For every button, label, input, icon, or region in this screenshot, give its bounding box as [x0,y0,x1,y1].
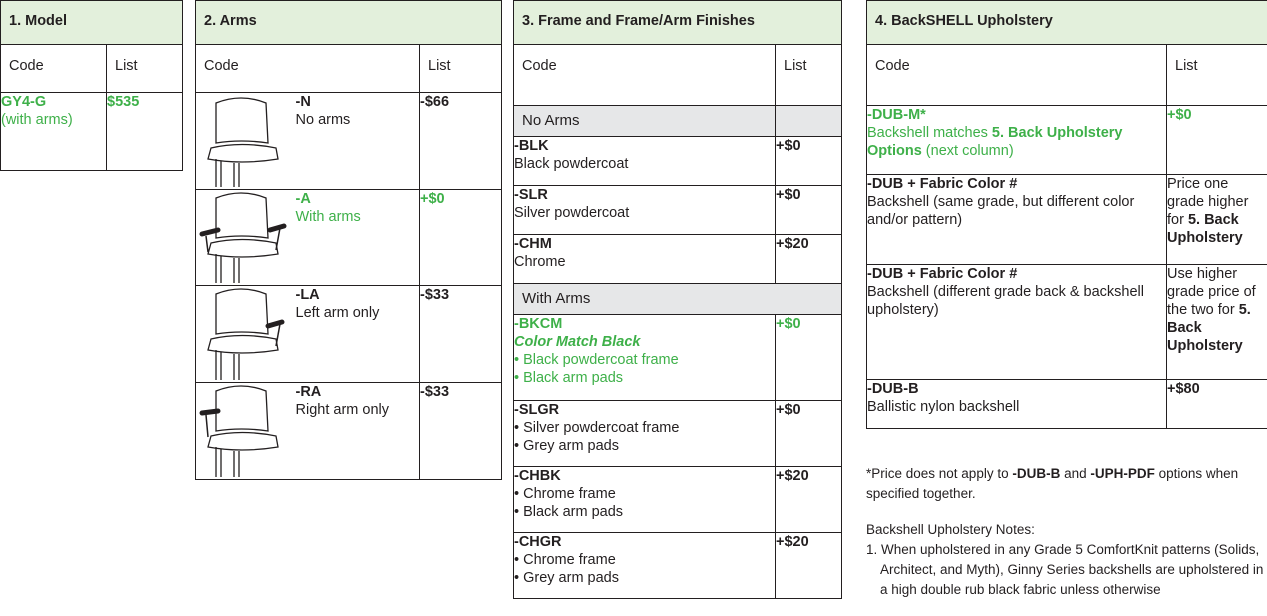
backshell-row-dub-m [867,106,1167,175]
backshell-price-dub-b: +$80 [1167,380,1267,429]
model-table [0,0,183,171]
chair-right-arm-image [196,383,296,480]
frame-code-chbk: -CHBK [514,468,561,484]
arms-title: 2. Arms [196,1,502,45]
frame-line1-bkcm: • Black powdercoat frame [514,352,679,368]
frame-line2-slgr: • Grey arm pads [514,438,619,454]
backshell-price-note-diff: Use higher grade price of the two for [1167,266,1256,318]
frame-title: 3. Frame and Frame/Arm Finishes [514,1,842,45]
frame-code-blk: -BLK [514,138,549,154]
arms-code-ra: -RA [295,384,322,400]
arms-code-la: -LA [295,287,320,303]
backshell-price-dub-fabric-diff [1167,265,1267,380]
frame-code-chm: -CHM [514,236,552,252]
backshell-desc-dub-m: Backshell matches [867,125,992,141]
model-code-note: (with arms) [1,112,73,128]
chair-right-arm-icon [196,383,294,479]
backshell-title: 4. BackSHELL Upholstery [867,1,1267,45]
frame-line2-chbk: • Black arm pads [514,504,624,520]
frame-code-bkcm: -BKCM [514,316,563,332]
frame-price-chbk: +$20 [776,467,842,533]
model-title: 1. Model [1,1,183,45]
frame-table [513,0,842,599]
frame-line1-chgr: • Chrome frame [514,552,616,568]
backshell-table [866,0,1267,429]
frame-list-header: List [776,45,842,106]
backshell-code-dub-m: -DUB-M* [867,107,926,123]
frame-code-header: Code [514,45,776,106]
backshell-row-dub-fabric-same [867,175,1167,265]
frame-line1-chbk: • Chrome frame [514,486,616,502]
frame-line2-bkcm: • Black arm pads [514,370,624,386]
frame-code-slgr: -SLGR [514,402,560,418]
model-list-header: List [107,45,183,93]
model-code-header: Code [1,45,107,93]
frame-desc-chm: Chrome [514,254,566,270]
backshell-price-dub-fabric-same [1167,175,1267,265]
backshell-row-dub-fabric-diff [867,265,1167,380]
frame-code-slr: -SLR [514,187,548,203]
frame-price-bkcm: +$0 [776,315,842,401]
frame-row-blk [514,137,776,186]
arms-code-n: -N [295,94,311,110]
arms-price-la: -$33 [420,286,502,383]
model-price: $535 [107,93,183,171]
backshell-row-dub-b [867,380,1167,429]
arms-desc-a: With arms [295,209,361,225]
arms-code-header: Code [196,45,420,93]
chair-with-arms-image [196,190,296,286]
arms-price-n: -$66 [420,93,502,190]
arms-price-a: +$0 [420,190,502,286]
arms-row-a [296,190,420,286]
backshell-desc-dub-fabric-diff: Backshell (different grade back & backshell upholstery) [867,284,1144,318]
frame-row-slr [514,186,776,235]
backshell-notes [866,464,1266,600]
frame-line2-chgr: • Grey arm pads [514,570,619,586]
frame-row-chbk [514,467,776,533]
arms-list-header: List [420,45,502,93]
chair-no-arms-icon [196,93,294,189]
frame-row-bkcm [514,315,776,401]
frame-desc-blk: Black powdercoat [514,156,629,172]
frame-row-chm [514,235,776,284]
frame-line1-slgr: • Silver powdercoat frame [514,420,680,436]
backshell-code-dub-fabric-diff: -DUB + Fabric Color # [867,266,1018,282]
frame-price-slgr: +$0 [776,401,842,467]
chair-no-arms-image [196,93,296,190]
arms-desc-n: No arms [295,112,351,128]
arms-row-la [296,286,420,383]
arms-desc-ra: Right arm only [295,402,389,418]
arms-row-n [296,93,420,190]
frame-section-no-arms: No Arms [514,106,776,137]
frame-section-with-arms: With Arms [514,284,842,315]
arms-row-ra [296,383,420,480]
backshell-desc-dub-fabric-same: Backshell (same grade, but different color and/or pattern) [867,194,1135,228]
arms-table [195,0,502,480]
backshell-price-note-same: Price one grade higher for [1167,176,1249,228]
frame-price-slr: +$0 [776,186,842,235]
backshell-footnote: *Price does not apply to -DUB-B and -UPH-PDF options when specified together. [866,466,1239,501]
frame-row-slgr [514,401,776,467]
frame-subtitle-bkcm: Color Match Black [514,334,641,350]
chair-with-arms-icon [196,190,294,285]
arms-price-ra: -$33 [420,383,502,480]
backshell-notes-title: Backshell Upholstery Notes: [866,522,1035,537]
frame-price-chgr: +$20 [776,533,842,599]
backshell-code-header: Code [867,45,1167,106]
backshell-desc-dub-b: Ballistic nylon backshell [867,399,1020,415]
frame-row-chgr [514,533,776,599]
backshell-code-dub-b: -DUB-B [867,381,919,397]
model-code-cell [1,93,107,171]
backshell-note-1: 1. When upholstered in any Grade 5 ComfortKnit patterns (Solids, Architect, and Myth), Ginny Series backshells are upholstered in a high double rub black fabric unless otherwise [866,542,1264,597]
arms-desc-la: Left arm only [295,305,380,321]
chair-left-arm-icon [196,286,294,382]
frame-price-chm: +$20 [776,235,842,284]
frame-price-blk: +$0 [776,137,842,186]
frame-desc-slr: Silver powdercoat [514,205,630,221]
frame-code-chgr: -CHGR [514,534,562,550]
chair-left-arm-image [196,286,296,383]
model-code: GY4-G [1,94,47,110]
backshell-notes-list [866,540,1266,600]
backshell-price-ref-diff: 5. Back Upholstery [1167,302,1251,354]
backshell-price-ref-same: 5. Back Upholstery [1167,212,1243,246]
backshell-list-header: List [1167,45,1267,106]
backshell-desc-dub-m-tail: (next column) [921,143,1014,159]
backshell-link-back-upholstery: 5. Back Upholstery Options [867,125,1123,159]
arms-code-a: -A [295,191,311,207]
backshell-code-dub-fabric-same: -DUB + Fabric Color # [867,176,1018,192]
backshell-price-dub-m: +$0 [1167,106,1267,175]
